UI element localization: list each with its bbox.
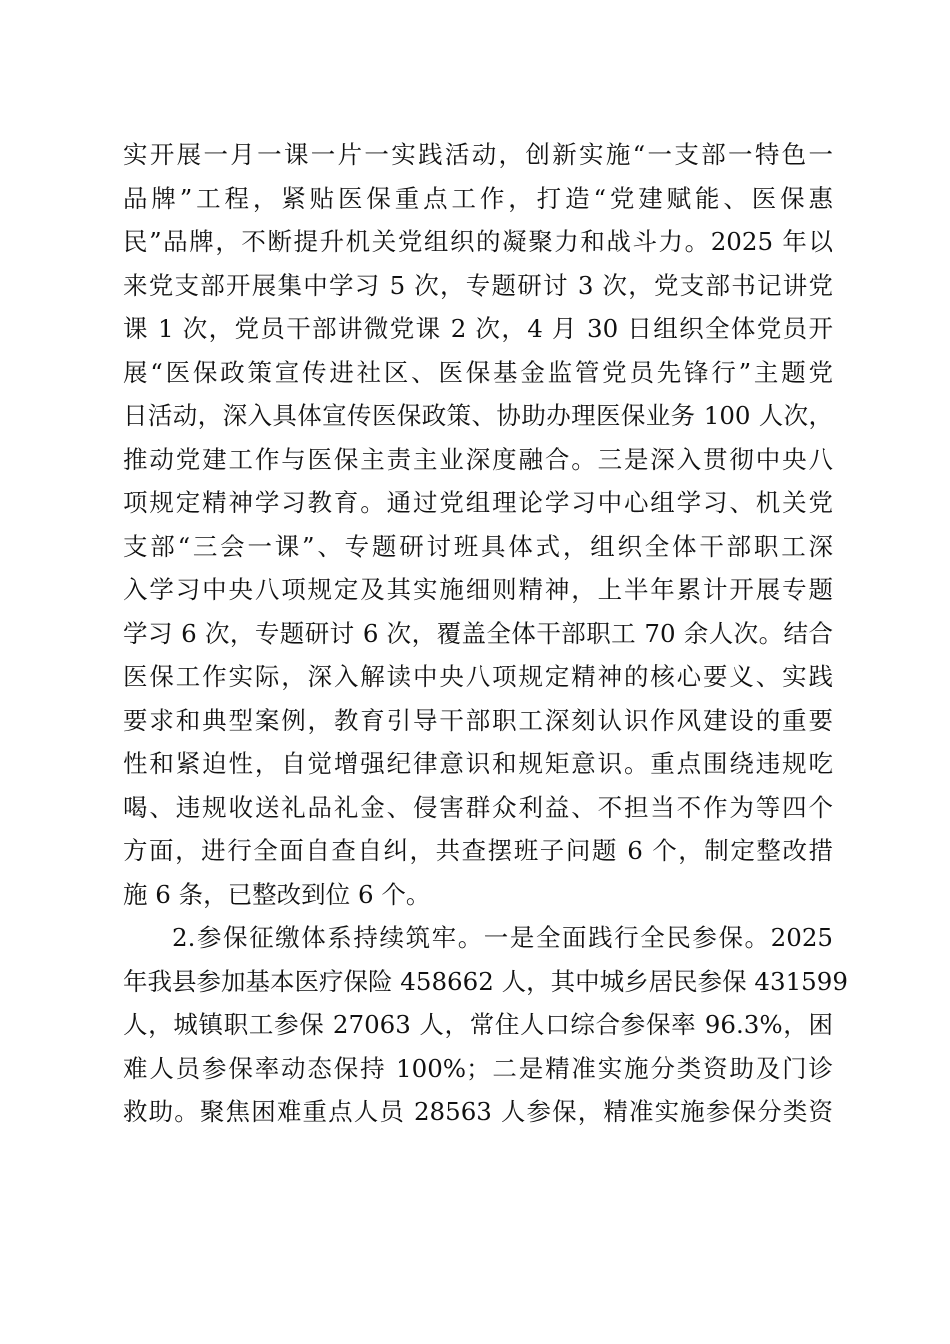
text-line: 民”品牌，不断提升机关党组织的凝聚力和战斗力。2025 年以 xyxy=(123,227,833,256)
text-line: 医保工作实际，深入解读中央八项规定精神的核心要义、实践 xyxy=(123,662,833,691)
text-line: 支部“三会一课”、专题研讨班具体式，组织全体干部职工深 xyxy=(123,531,833,561)
text-line: 实开展一月一课一片一实践活动，创新实施“一支部一特色一 xyxy=(123,140,833,169)
text-line: 日活动，深入具体宣传医保政策、协助办理医保业务 100 人次， xyxy=(123,401,833,430)
text-line: 年我县参加基本医疗保险 458662 人，其中城乡居民参保 431599 xyxy=(123,966,848,996)
text-line: 2.参保征缴体系持续筑牢。一是全面践行全民参保。2025 xyxy=(172,923,833,952)
text-line: 来党支部开展集中学习 5 次，专题研讨 3 次，党支部书记讲党 xyxy=(123,270,833,300)
text-line: 展“医保政策宣传进社区、医保基金监管党员先锋行”主题党 xyxy=(123,357,833,387)
text-line: 项规定精神学习教育。通过党组理论学习中心组学习、机关党 xyxy=(123,488,833,517)
text-line: 方面，进行全面自查自纠，共查摆班子问题 6 个，制定整改措 xyxy=(123,836,833,865)
paragraph-2 xyxy=(123,916,848,1134)
text-line: 性和紧迫性，自觉增强纪律意识和规矩意识。重点围绕违规吃 xyxy=(123,749,833,778)
text-line: 人，城镇职工参保 27063 人，常住人口综合参保率 96.3%，困 xyxy=(123,1010,833,1039)
paragraph-1 xyxy=(123,133,833,916)
text-line: 品牌”工程，紧贴医保重点工作，打造“党建赋能、医保惠 xyxy=(123,183,833,213)
text-line: 喝、违规收送礼品礼金、侵害群众利益、不担当不作为等四个 xyxy=(123,792,833,822)
text-line: 入学习中央八项规定及其实施细则精神，上半年累计开展专题 xyxy=(123,575,833,604)
text-line: 课 1 次，党员干部讲微党课 2 次，4 月 30 日组织全体党员开 xyxy=(123,314,833,343)
text-line: 救助。聚焦困难重点人员 28563 人参保，精准实施参保分类资 xyxy=(123,1097,833,1126)
text-line: 施 6 条，已整改到位 6 个。 xyxy=(123,879,431,909)
text-line: 推动党建工作与医保主责主业深度融合。三是深入贯彻中央八 xyxy=(123,444,833,474)
text-line: 要求和典型案例，教育引导干部职工深刻认识作风建设的重要 xyxy=(123,705,833,735)
text-line: 难人员参保率动态保持 100%；二是精准实施分类资助及门诊 xyxy=(123,1053,833,1083)
text-line: 学习 6 次，专题研讨 6 次，覆盖全体干部职工 70 余人次。结合 xyxy=(123,618,833,648)
body-text xyxy=(123,133,848,1134)
